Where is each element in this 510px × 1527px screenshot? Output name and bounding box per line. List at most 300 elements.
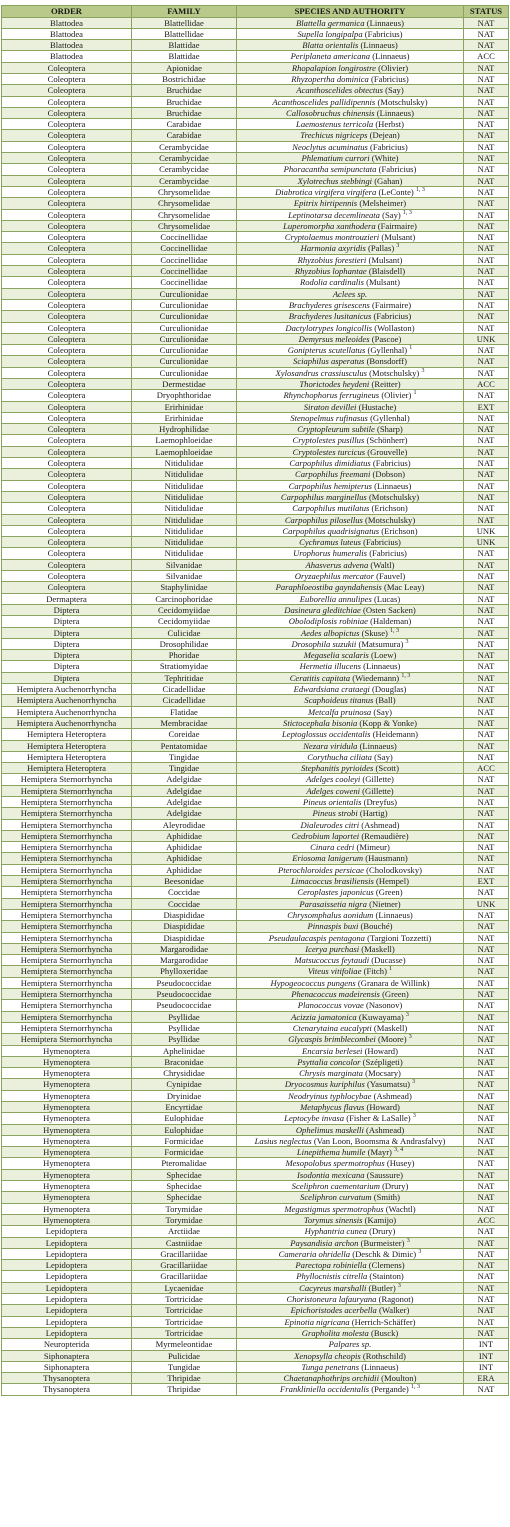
order-cell: Hymenoptera	[2, 1045, 132, 1056]
species-authority: (Osten Sacken)	[363, 604, 416, 615]
species-cell	[237, 943, 464, 954]
family-cell: Aphididae	[132, 830, 237, 841]
family-cell: Adelgidae	[132, 785, 237, 796]
species-name: Pinnaspis buxi	[307, 921, 359, 932]
species-authority: (Erichson)	[371, 503, 408, 514]
species-authority: (Fabricius)	[372, 458, 411, 469]
status-cell: NAT	[464, 1316, 509, 1327]
family-cell: Gracillariidae	[132, 1260, 237, 1271]
order-cell: Hemiptera Sternorrhyncha	[2, 864, 132, 875]
table-row	[2, 864, 509, 875]
species-authority: (Olivier)	[381, 390, 412, 401]
family-cell: Blattellidae	[132, 17, 237, 28]
species-cell	[237, 277, 464, 288]
species-cell	[237, 1113, 464, 1124]
species-cell	[237, 966, 464, 977]
family-cell: Cerambycidae	[132, 164, 237, 175]
family-cell: Phoridae	[132, 650, 237, 661]
table-row	[2, 830, 509, 841]
species-name: Stenopelmus rufinasus	[290, 412, 368, 423]
species-name: Carpophilus freemani	[295, 469, 371, 480]
species-cell	[237, 571, 464, 582]
family-cell: Encyrtidae	[132, 1102, 237, 1113]
species-name: Metaphycus flavus	[300, 1102, 365, 1112]
order-cell: Dermaptera	[2, 593, 132, 604]
table-row	[2, 175, 509, 186]
species-name: Carpophilus marginellus	[280, 491, 367, 502]
order-cell: Diptera	[2, 638, 132, 649]
family-cell: Gracillariidae	[132, 1248, 237, 1259]
species-authority: (Melsheimer)	[359, 198, 407, 209]
species-cell	[237, 1022, 464, 1033]
species-authority: (Drury)	[382, 1181, 409, 1192]
species-cell	[237, 1316, 464, 1327]
species-name: Obolodiplosis robiniae	[288, 616, 368, 627]
species-authority: (Olivier)	[378, 62, 409, 73]
species-cell	[237, 186, 464, 197]
table-row	[2, 1158, 509, 1169]
order-cell: Coleoptera	[2, 356, 132, 367]
table-row	[2, 1079, 509, 1090]
order-cell: Siphonaptera	[2, 1350, 132, 1361]
species-name: Sceliphron caementarium	[291, 1181, 380, 1192]
table-row	[2, 345, 509, 356]
species-authority: (Gillette)	[362, 774, 394, 785]
table-row	[2, 1113, 509, 1124]
species-name: Choristoneura lafauryana	[286, 1294, 377, 1305]
column-header-species: SPECIES AND AUTHORITY	[237, 6, 464, 18]
family-cell: Curculionidae	[132, 356, 237, 367]
order-cell: Lepidoptera	[2, 1226, 132, 1237]
status-cell: NAT	[464, 1000, 509, 1011]
status-cell: NAT	[464, 1056, 509, 1067]
status-cell: NAT	[464, 1271, 509, 1282]
species-cell	[237, 446, 464, 457]
status-cell: NAT	[464, 853, 509, 864]
species-authority: (Busck)	[371, 1327, 399, 1338]
order-cell: Thysanoptera	[2, 1373, 132, 1384]
status-cell: NAT	[464, 28, 509, 39]
species-name: Carpophilus pilosellus	[284, 514, 363, 525]
species-name: Luperomorpha xanthodera	[283, 220, 376, 231]
species-name: Ceratitis capitata	[289, 672, 351, 683]
footnote-marker: 1	[413, 390, 417, 397]
family-cell: Nitidulidae	[132, 537, 237, 548]
order-cell: Hemiptera Sternorrhyncha	[2, 932, 132, 943]
species-name: Chrysis marginata	[299, 1068, 363, 1079]
species-name: Rhynchophorus ferrugineus	[283, 390, 380, 401]
order-cell: Coleoptera	[2, 130, 132, 141]
species-authority: (Wollaston)	[374, 322, 415, 333]
order-cell: Coleoptera	[2, 73, 132, 84]
order-cell: Coleoptera	[2, 232, 132, 243]
species-cell	[237, 604, 464, 615]
species-cell	[237, 796, 464, 807]
order-cell: Hemiptera Sternorrhyncha	[2, 909, 132, 920]
order-cell: Coleoptera	[2, 243, 132, 254]
table-row	[2, 164, 509, 175]
table-row	[2, 1271, 509, 1282]
species-authority: (Scott)	[375, 763, 399, 774]
order-cell: Hemiptera Auchenorrhyncha	[2, 717, 132, 728]
table-row	[2, 243, 509, 254]
species-authority: (Mayr)	[367, 1147, 392, 1158]
species-name: Neoclytus acuminatus	[292, 141, 368, 152]
order-cell: Coleoptera	[2, 333, 132, 344]
family-cell: Chrysomelidae	[132, 198, 237, 209]
family-cell: Flatidae	[132, 706, 237, 717]
species-authority: (Ducasse)	[371, 955, 406, 966]
species-name: Acizzia jamatonica	[291, 1011, 357, 1022]
table-row	[2, 62, 509, 73]
order-cell: Hymenoptera	[2, 1214, 132, 1225]
table-row	[2, 1248, 509, 1259]
status-cell: NAT	[464, 1102, 509, 1113]
status-cell: ACC	[464, 763, 509, 774]
species-authority: (Fabricius)	[371, 73, 409, 84]
species-name: Metcalfa pruinosa	[307, 706, 372, 717]
table-row	[2, 1327, 509, 1338]
species-cell	[237, 1327, 464, 1338]
family-cell: Eulophidae	[132, 1113, 237, 1124]
family-cell: Psyllidae	[132, 1022, 237, 1033]
species-name: Stephanitis pyrioides	[301, 763, 374, 774]
family-cell: Cerambycidae	[132, 141, 237, 152]
family-cell: Aleyrodidae	[132, 819, 237, 830]
status-cell: INT	[464, 1361, 509, 1372]
species-authority: (Ragonot)	[378, 1294, 414, 1305]
status-cell: NAT	[464, 412, 509, 423]
species-cell	[237, 582, 464, 593]
species-authority: (Hartig)	[359, 808, 388, 819]
species-authority: (Fisher & LaSalle)	[346, 1113, 411, 1124]
status-cell: NAT	[464, 604, 509, 615]
status-cell: UNK	[464, 525, 509, 536]
species-authority: (Gahan)	[374, 175, 403, 186]
species-cell	[237, 763, 464, 774]
species-cell	[237, 288, 464, 299]
species-cell	[237, 62, 464, 73]
order-cell: Diptera	[2, 616, 132, 627]
family-cell: Psyllidae	[132, 1034, 237, 1045]
species-authority: (Linnaeus)	[376, 107, 414, 118]
status-cell: NAT	[464, 717, 509, 728]
table-row	[2, 107, 509, 118]
status-cell: NAT	[464, 1203, 509, 1214]
status-cell: NAT	[464, 796, 509, 807]
status-cell: NAT	[464, 661, 509, 672]
order-cell: Coleoptera	[2, 559, 132, 570]
species-authority: (Linnaeus)	[366, 17, 404, 28]
order-cell: Coleoptera	[2, 85, 132, 96]
status-cell: NAT	[464, 672, 509, 683]
header-row	[2, 6, 509, 18]
status-cell: NAT	[464, 627, 509, 638]
order-cell: Blattodea	[2, 17, 132, 28]
family-cell: Coreidae	[132, 729, 237, 740]
species-name: Pineus orientalis	[302, 796, 362, 807]
table-row	[2, 356, 509, 367]
species-name: Pterochloroides persicae	[277, 864, 364, 875]
family-cell: Curculionidae	[132, 322, 237, 333]
family-cell: Cynipidae	[132, 1079, 237, 1090]
species-cell	[237, 559, 464, 570]
species-name: Parasaissetia nigra	[299, 898, 367, 909]
status-cell: NAT	[464, 842, 509, 853]
footnote-marker: 3	[421, 367, 425, 374]
species-name: Leptocybe invasa	[284, 1113, 345, 1124]
status-cell: NAT	[464, 887, 509, 898]
table-row	[2, 28, 509, 39]
order-cell: Hemiptera Auchenorrhyncha	[2, 695, 132, 706]
table-row	[2, 17, 509, 28]
species-cell	[237, 51, 464, 62]
family-cell: Nitidulidae	[132, 514, 237, 525]
family-cell: Adelgidae	[132, 796, 237, 807]
order-cell: Hemiptera Sternorrhyncha	[2, 1011, 132, 1022]
family-cell: Nitidulidae	[132, 548, 237, 559]
species-cell	[237, 333, 464, 344]
species-name: Edwardsiana crataegi	[293, 684, 370, 695]
species-cell	[237, 412, 464, 423]
order-cell: Hymenoptera	[2, 1181, 132, 1192]
status-cell: INT	[464, 1339, 509, 1350]
order-cell: Coleoptera	[2, 141, 132, 152]
order-cell: Hemiptera Heteroptera	[2, 763, 132, 774]
species-cell	[237, 1181, 464, 1192]
order-cell: Hemiptera Auchenorrhyncha	[2, 684, 132, 695]
table-row	[2, 435, 509, 446]
status-cell: NAT	[464, 638, 509, 649]
species-authority: (Deschk & Dimic)	[352, 1248, 417, 1259]
footnote-marker: 3, 4	[394, 1147, 404, 1154]
species-authority: (Schönherr)	[366, 435, 408, 446]
order-cell: Thysanoptera	[2, 1384, 132, 1395]
status-cell: NAT	[464, 390, 509, 401]
status-cell: NAT	[464, 1034, 509, 1045]
table-row	[2, 1169, 509, 1180]
family-cell: Curculionidae	[132, 367, 237, 378]
status-cell: EXT	[464, 876, 509, 887]
order-cell: Coleoptera	[2, 299, 132, 310]
family-cell: Membracidae	[132, 717, 237, 728]
species-authority: (Husey)	[386, 1158, 415, 1169]
family-cell: Thripidae	[132, 1384, 237, 1395]
table-row	[2, 96, 509, 107]
table-row	[2, 266, 509, 277]
order-cell: Coleoptera	[2, 119, 132, 130]
table-row	[2, 153, 509, 164]
species-name: Demyrsus meleoides	[298, 333, 370, 344]
species-cell	[237, 130, 464, 141]
table-row	[2, 1102, 509, 1113]
species-authority: (Pascoe)	[371, 333, 402, 344]
family-cell: Tortricidae	[132, 1305, 237, 1316]
family-cell: Curculionidae	[132, 299, 237, 310]
species-cell	[237, 491, 464, 502]
status-cell: NAT	[464, 153, 509, 164]
species-authority: (Gillette)	[362, 785, 394, 796]
order-cell: Hemiptera Sternorrhyncha	[2, 774, 132, 785]
order-cell: Hemiptera Sternorrhyncha	[2, 796, 132, 807]
table-row	[2, 1056, 509, 1067]
status-cell: NAT	[464, 40, 509, 51]
species-cell	[237, 1305, 464, 1316]
status-cell: NAT	[464, 480, 509, 491]
species-authority: (Linnaeus)	[363, 661, 401, 672]
species-name: Xylosandrus crassiusculus	[275, 367, 367, 378]
status-cell: NAT	[464, 175, 509, 186]
family-cell: Margarodidae	[132, 955, 237, 966]
table-row	[2, 1203, 509, 1214]
order-cell: Coleoptera	[2, 153, 132, 164]
species-cell	[237, 1135, 464, 1146]
status-cell: NAT	[464, 864, 509, 875]
species-authority: (Lucas)	[373, 593, 401, 604]
status-cell: ACC	[464, 1214, 509, 1225]
species-name: Brachyderes grisescens	[288, 299, 370, 310]
family-cell: Apionidae	[132, 62, 237, 73]
family-cell: Drosophilidae	[132, 638, 237, 649]
footnote-marker: 1, 3	[401, 672, 411, 679]
status-cell: NAT	[464, 277, 509, 288]
species-cell	[237, 819, 464, 830]
species-authority: (Fabricius)	[363, 537, 401, 548]
order-cell: Coleoptera	[2, 458, 132, 469]
order-cell: Hymenoptera	[2, 1203, 132, 1214]
order-cell: Lepidoptera	[2, 1327, 132, 1338]
table-row	[2, 672, 509, 683]
species-cell	[237, 1124, 464, 1135]
order-cell: Hymenoptera	[2, 1102, 132, 1113]
table-row	[2, 650, 509, 661]
table-row	[2, 616, 509, 627]
species-authority: (Fabricius)	[370, 141, 408, 152]
family-cell: Torymidae	[132, 1203, 237, 1214]
species-cell	[237, 627, 464, 638]
order-cell: Lepidoptera	[2, 1316, 132, 1327]
species-authority: (Sharp)	[376, 424, 403, 435]
family-cell: Aphididae	[132, 853, 237, 864]
species-name: Rhopalapion longirostre	[291, 62, 376, 73]
status-cell: NAT	[464, 1181, 509, 1192]
family-cell: Pteromalidae	[132, 1158, 237, 1169]
table-row	[2, 627, 509, 638]
species-cell	[237, 1339, 464, 1350]
status-cell: NAT	[464, 435, 509, 446]
species-cell	[237, 977, 464, 988]
species-cell	[237, 266, 464, 277]
species-name: Rhyzobius forestieri	[297, 254, 367, 265]
species-name: Phlematium currori	[301, 153, 370, 164]
status-cell: NAT	[464, 571, 509, 582]
table-row	[2, 796, 509, 807]
species-cell	[237, 955, 464, 966]
order-cell: Coleoptera	[2, 446, 132, 457]
status-cell: NAT	[464, 1192, 509, 1203]
order-cell: Hemiptera Heteroptera	[2, 740, 132, 751]
species-name: Hypogeococcus pungens	[270, 977, 356, 988]
status-cell: NAT	[464, 729, 509, 740]
species-cell	[237, 593, 464, 604]
order-cell: Diptera	[2, 627, 132, 638]
order-cell: Hemiptera Sternorrhyncha	[2, 898, 132, 909]
status-cell: NAT	[464, 955, 509, 966]
species-name: Euborellia annulipes	[299, 593, 372, 604]
species-cell	[237, 153, 464, 164]
status-cell: NAT	[464, 932, 509, 943]
family-cell: Curculionidae	[132, 288, 237, 299]
species-cell	[237, 887, 464, 898]
species-authority: (Fairmaire)	[377, 220, 417, 231]
family-cell: Bostrichidae	[132, 73, 237, 84]
species-name: Glycaspis brimblecombei	[288, 1034, 376, 1045]
status-cell: NAT	[464, 96, 509, 107]
species-cell	[237, 785, 464, 796]
table-row	[2, 1294, 509, 1305]
status-cell: NAT	[464, 819, 509, 830]
status-cell: NAT	[464, 740, 509, 751]
species-name: Viteus vitifoliae	[307, 966, 362, 977]
order-cell: Coleoptera	[2, 390, 132, 401]
species-authority: (White)	[371, 153, 399, 164]
status-cell: NAT	[464, 446, 509, 457]
species-cell	[237, 661, 464, 672]
species-name: Corythucha ciliata	[307, 751, 372, 762]
species-name: Palpares sp.	[328, 1339, 372, 1350]
footnote-marker: 1	[409, 345, 413, 352]
species-cell	[237, 1203, 464, 1214]
species-authority: (Kuwayama)	[358, 1011, 404, 1022]
family-cell: Sphecidae	[132, 1181, 237, 1192]
status-cell: NAT	[464, 424, 509, 435]
table-row	[2, 299, 509, 310]
species-authority: (Linnaeus)	[372, 51, 410, 62]
table-row	[2, 774, 509, 785]
family-cell: Diaspididae	[132, 921, 237, 932]
table-row	[2, 1068, 509, 1079]
status-cell: NAT	[464, 966, 509, 977]
species-cell	[237, 1158, 464, 1169]
species-table	[1, 5, 509, 1396]
table-row	[2, 876, 509, 887]
family-cell: Coccidae	[132, 887, 237, 898]
table-row	[2, 763, 509, 774]
table-row	[2, 740, 509, 751]
species-authority: (Fabricius)	[373, 311, 412, 322]
status-cell: NAT	[464, 1282, 509, 1293]
species-name: Rodolia cardinalis	[300, 277, 364, 288]
species-cell	[237, 638, 464, 649]
table-row	[2, 1135, 509, 1146]
footnote-marker: 3	[418, 1249, 422, 1255]
order-cell: Coleoptera	[2, 480, 132, 491]
species-cell	[237, 695, 464, 706]
table-row	[2, 1305, 509, 1316]
species-name: Carpophilus quadrisignatus	[282, 525, 380, 536]
species-name: Brachyderes lusitanicus	[288, 311, 372, 322]
order-cell: Hemiptera Sternorrhyncha	[2, 943, 132, 954]
species-cell	[237, 751, 464, 762]
footnote-marker: 1, 3	[410, 1384, 420, 1391]
status-cell: ACC	[464, 51, 509, 62]
species-authority: (Fitch)	[363, 966, 387, 977]
species-name: Encarsia berlesei	[302, 1045, 363, 1056]
order-cell: Hemiptera Sternorrhyncha	[2, 808, 132, 819]
order-cell: Coleoptera	[2, 345, 132, 356]
table-row	[2, 593, 509, 604]
order-cell: Hemiptera Sternorrhyncha	[2, 921, 132, 932]
